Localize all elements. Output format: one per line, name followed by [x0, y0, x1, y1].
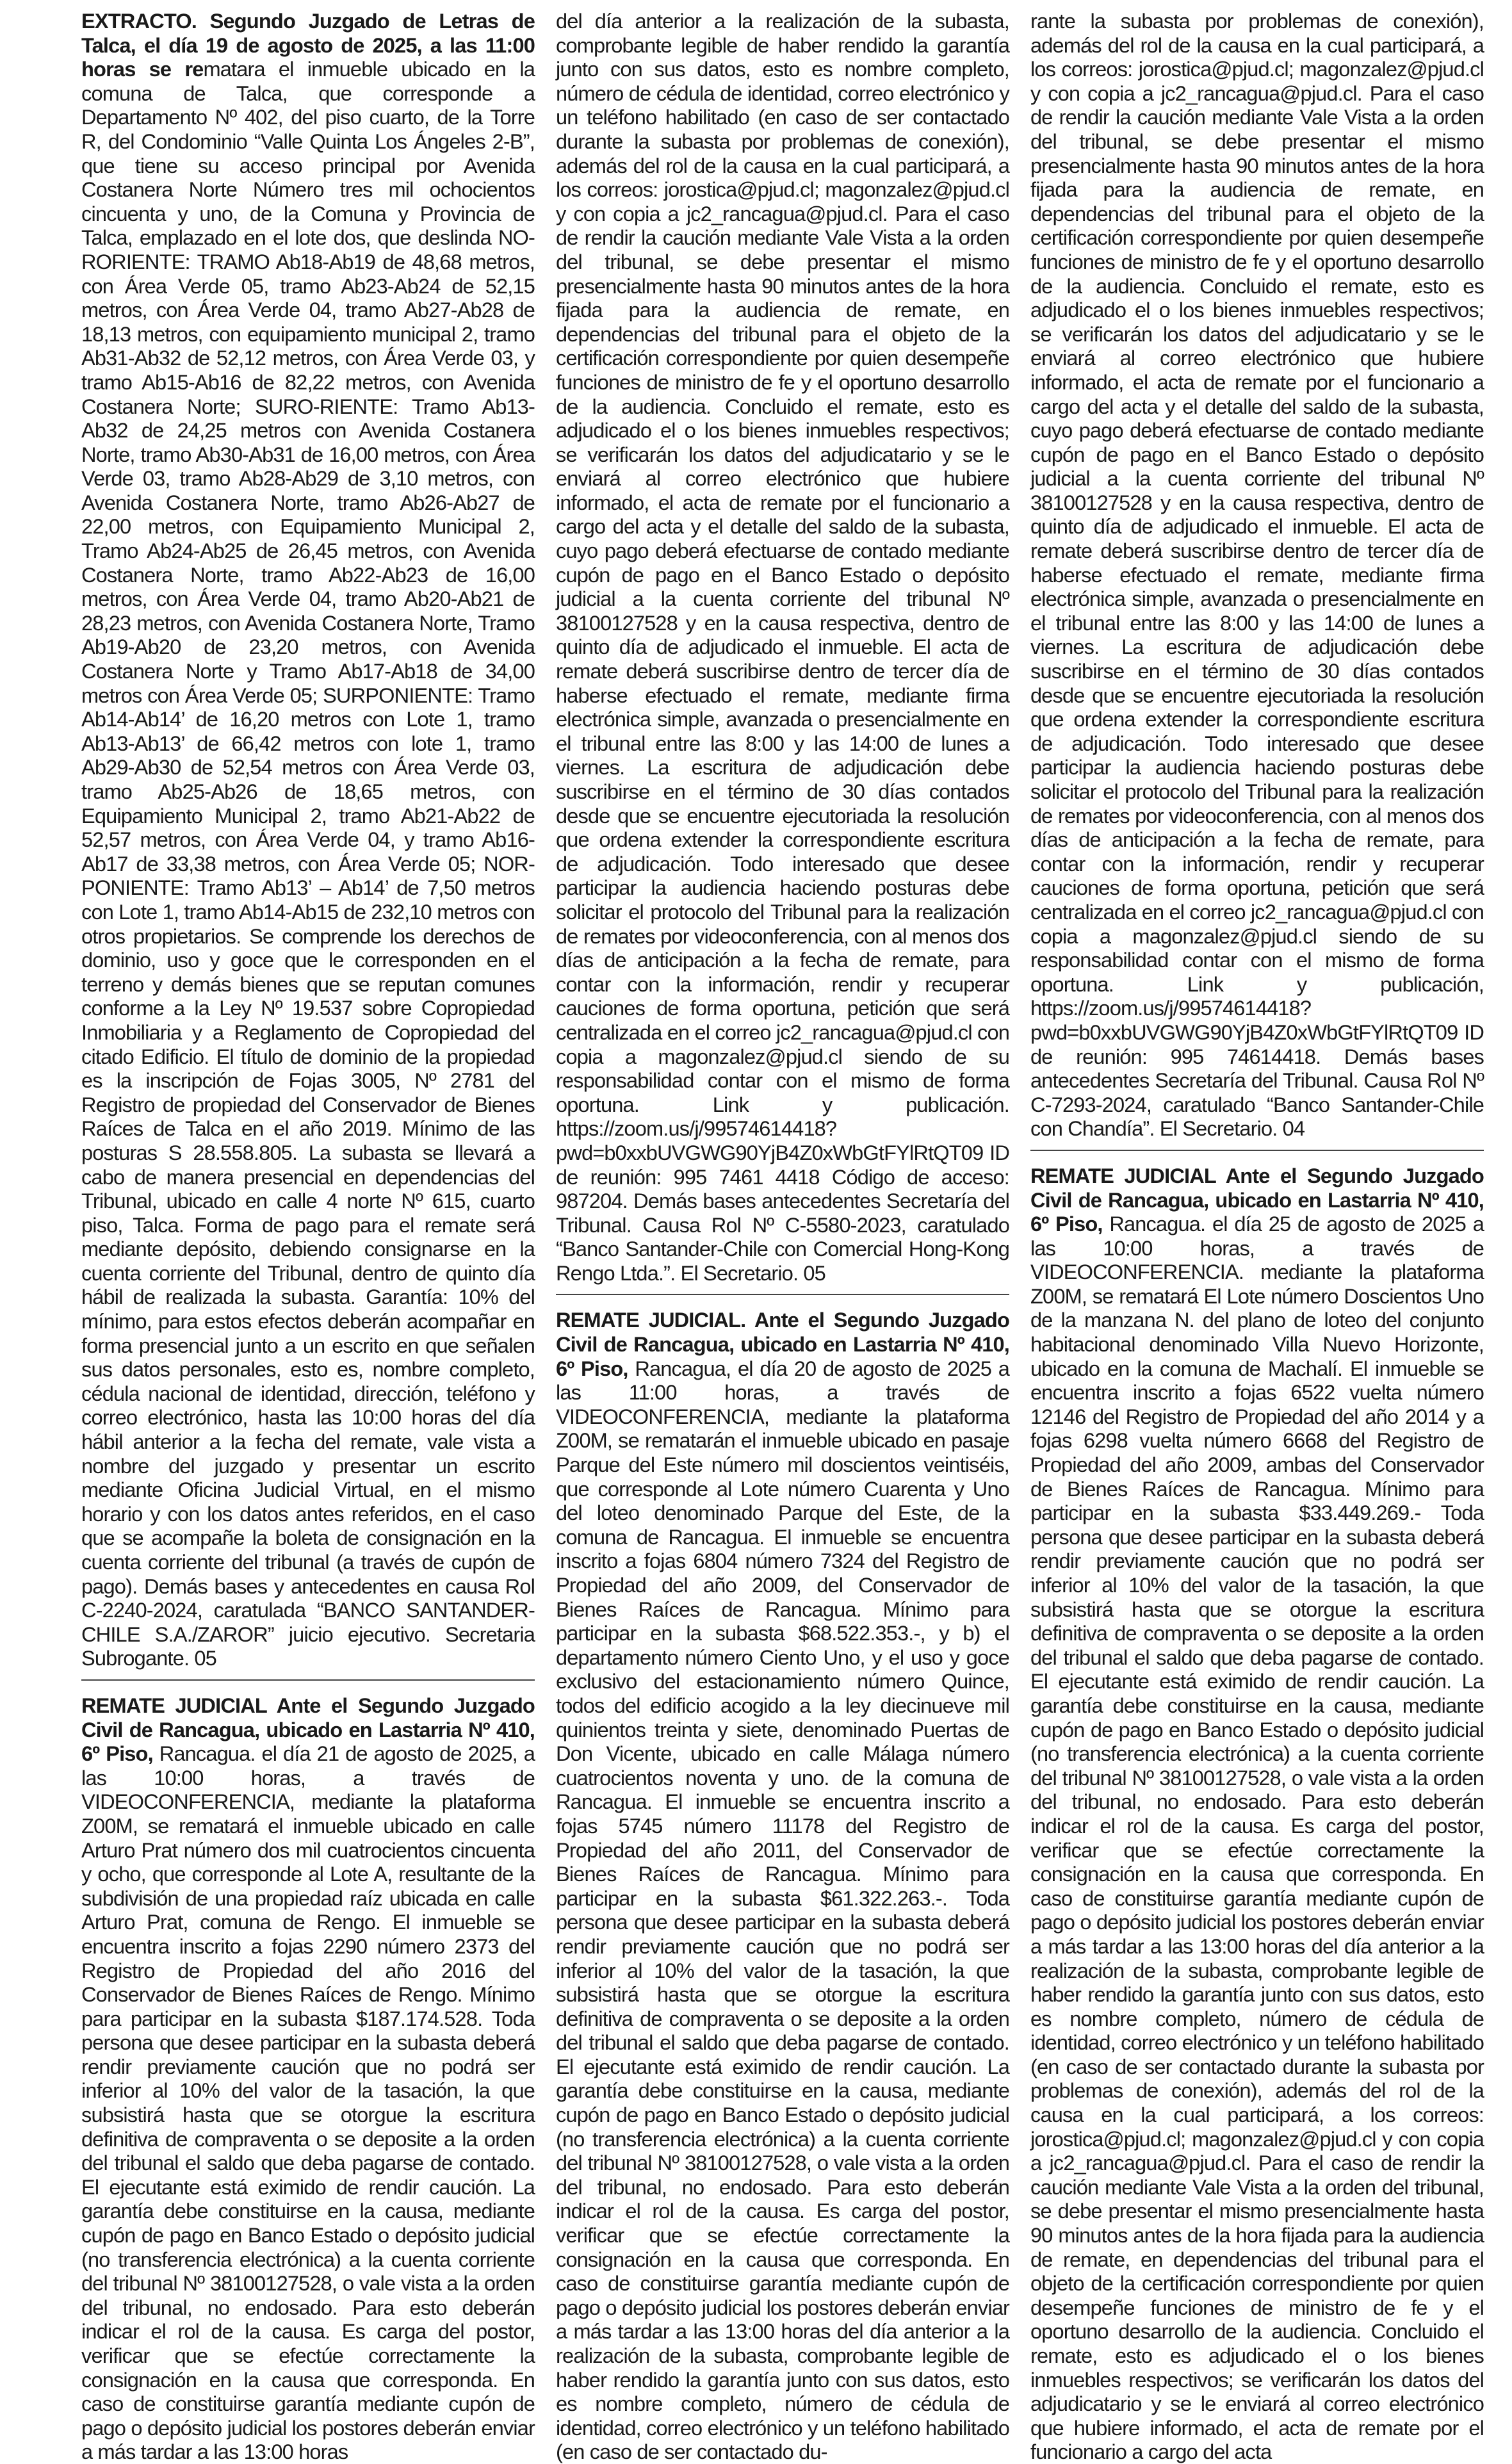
notice-heading: REMATE JUDICIAL Ante el Segundo Juzgado Civil de Rancagua, ubicado en Lastarria Nº 410, 6º Piso,	[1030, 1163, 1484, 1236]
notice-heading: REMATE JUDICIAL Ante el Segundo Juzgado Civil de Rancagua, ubicado en Lastarria Nº 410, 6º Piso,	[81, 1693, 535, 1766]
notice-body: Rancagua. el día 21 de agosto de 2025, a las 10:00 horas, a través de VIDEOCONFERENCIA, mediante la plataforma Z00M, se rematará el inmueble ubicado en calle Arturo Prat número dos mil cuatrocientos cincuenta y ocho, que corresponde al Lote A, resultante de la subdivisión de una propiedad raíz ubicada en calle Arturo Prat, comuna de Rengo. El inmueble se encuentra inscrito a fojas 2290 número 2373 del Registro de Propiedad del año 2016 del Conservador de Bienes Raíces de Rengo. Mínimo para participar en la subasta $187.174.528. Toda persona que desee participar en la subasta deberá rendir previamente caución que no podrá ser inferior al 10% del valor de la tasación, la que subsistirá hasta que se otorgue la escritura definitiva de compraventa o se deposite a la orden del tribunal el saldo que deba pagarse de contado. El ejecutante está eximido de rendir caución. La garantía debe constituirse en la causa, mediante cupón de pago en Banco Estado o depósito judicial (no transferencia electrónica) a la cuenta corriente del tribunal Nº 38100127528, o vale vista a la orden del tribunal, no endosado. Para esto deberán indicar el rol de la causa. Es carga del postor, verificar que se efectúe correctamente la consignación en la causa que corresponda. En caso de constituirse garantía mediante cupón de pago o depósito judicial los postores deberán enviar a más tardar a las 13:00 horas	[81, 1742, 535, 2464]
column-1	[81, 9, 535, 2464]
notice-body: Rancagua. el día 25 de agosto de 2025 a las 10:00 horas, a través de VIDEOCONFERENCIA. mediante la plataforma Z00M, se rematará El Lote número Doscientos Uno de la manzana N. del plano de loteo del conjunto habitacional denominado Villa Nuevo Horizonte, ubicado en la comuna de Machalí. El inmueble se encuentra inscrito a fojas 6522 vuelta número 12146 del Registro de Propiedad del año 2014 y a fojas 6298 vuelta número 6668 del Registro de Propiedad del año 2009, ambas del Conservador de Bienes Raíces de Rancagua. Mínimo para participar en la subasta $33.449.269.- Toda persona que desee participar en la subasta deberá rendir previamente caución que no podrá ser inferior al 10% del valor de la tasación, la que subsistirá hasta que se otorgue la escritura definitiva de compraventa o se deposite a la orden del tribunal el saldo que deba pagarse de contado. El ejecutante está eximido de rendir caución. La garantía debe constituirse en la causa, mediante cupón de pago en Banco Estado o depósito judicial (no transferencia electrónica) a la cuenta corriente del tribunal Nº 38100127528, o vale vista a la orden del tribunal, no endosado. Para esto deberán indicar el rol de la causa. Es carga del postor, verificar que se efectúe correctamente la consignación en la causa que corresponda. En caso de constituirse garantía mediante cupón de pago o depósito judicial los postores deberán enviar a más tardar a las 13:00 horas del día anterior a la realización de la subasta, comprobante legible de haber rendido la garantía junto con sus datos, esto es nombre completo, número de cédula de identidad, correo electrónico y un teléfono habilitado (en caso de ser contactado durante la subasta por problemas de conexión), además del rol de la causa en la cual participará, a los correos: jorostica@pjud.cl; magonzalez@pjud.cl y con copia a jc2_rancagua@pjud.cl. Para el caso de rendir la caución mediante Vale Vista a la orden del tribunal, se debe presentar el mismo presencialmente hasta 90 minutos antes de la hora fijada para la audiencia de remate, en dependencias del tribunal para el objeto de la certificación correspondiente por quien desempeñe funciones de ministro de fe y el oportuno desarrollo de la audiencia. Concluido el remate, esto es adjudicado el o los bienes inmuebles respectivos; se verificarán los datos del adjudicatario y se le enviará al correo electrónico que hubiere informado, el acta de remate por el funcionario a cargo del acta	[1030, 1212, 1484, 2464]
notice-talca-extracto	[81, 9, 535, 1670]
notice-body: del día anterior a la realización de la subasta, comprobante legible de haber rendido la garantía junto con sus datos, esto es nombre completo, número de cédula de identidad, correo electrónico y un teléfono habilitado (en caso de ser contactado durante la subasta por problemas de conexión), además del rol de la causa en la cual participará, a los correos: jorostica@pjud.cl; magonzalez@pjud.cl y con copia a jc2_rancagua@pjud.cl. Para el caso de rendir la caución mediante Vale Vista a la orden del tribunal, se debe presentar el mismo presencialmente hasta 90 minutos antes de la hora fijada para la audiencia de remate, en dependencias del tribunal para el objeto de la certificación correspondiente por quien desempeñe funciones de ministro de fe y el oportuno desarrollo de la audiencia. Concluido el remate, esto es adjudicado el o los bienes inmuebles respectivos; se verificarán los datos del adjudicatario y se le enviará al correo electrónico que hubiere informado, el acta de remate por el funcionario a cargo del acta y el detalle del saldo de la subasta, cuyo pago deberá efectuarse de contado mediante cupón de pago en el Banco Estado o depósito judicial a la cuenta corriente del tribunal Nº 38100127528 y en la causa respectiva, dentro de quinto día de adjudicado el inmueble. El acta de remate deberá suscribirse dentro de tercer día de haberse efectuado el remate, mediante firma electrónica simple, avanzada o presencialmente en el tribunal entre las 8:00 y las 14:00 de lunes a viernes. La escritura de adjudicación debe suscribirse en el término de 30 días contados desde que se encuentre ejecutoriada la resolución que ordena extender la correspondiente escritura de adjudicación. Todo interesado que desee participar la audiencia haciendo posturas debe solicitar el protocolo del Tribunal para la realización de remates por videoconferencia, con al menos dos días de anticipación a la fecha de remate, para contar con la información, rendir y recuperar cauciones de forma oportuna, petición que será centralizada en el correo jc2_rancagua@pjud.cl con copia a magonzalez@pjud.cl siendo de su responsabilidad contar con el mismo de forma oportuna. Link y publicación. https://zoom.us/j/99574614418?pwd=b0xxbUVGWG90YjB4Z0xWbGtFYlRtQT09 ID de reunión: 995 7461 4418 Código de acceso: 987204. Demás bases antecedentes Secretaría del Tribunal. Causa Rol Nº C-5580-2023, caratulado “Banco Santander-Chile con Comercial Hong-Kong Rengo Ltda.”. El Secretario. 05	[556, 9, 1009, 1285]
notice-remate-parque-continued	[1030, 9, 1484, 1141]
notice-body: matara el inmueble ubicado en la comuna de Talca, que corresponde a Departamento Nº 402, del piso cuarto, de la Torre R, del Condominio “Valle Quinta Los Ángeles 2-B”, que tiene su acceso principal por Avenida Costanera Norte Número tres mil ochocientos cincuenta y uno, de la Comuna y Provincia de Talca, emplazado en el lote dos, que deslinda NO-RORIENTE: TRAMO Ab18-Ab19 de 48,68 metros, con Área Verde 05, tramo Ab23-Ab24 de 52,15 metros, con Área Verde 04, tramo Ab27-Ab28 de 18,13 metros, con equipamiento municipal 2, tramo Ab31-Ab32 de 52,12 metros, con Área Verde 03, y tramo Ab15-Ab16 de 82,22 metros, con Avenida Costanera Norte; SURO-RIENTE: Tramo Ab13-Ab32 de 24,25 metros con Avenida Costanera Norte, tramo Ab30-Ab31 de 16,00 metros, con Área Verde 03, tramo Ab28-Ab29 de 3,10 metros, con Avenida Costanera Norte, tramo Ab26-Ab27 de 22,00 metros, con Equipamiento Municipal 2, Tramo Ab24-Ab25 de 26,45 metros, con Avenida Costanera Norte, tramo Ab22-Ab23 de 16,00 metros, con Área Verde 04, tramo Ab20-Ab21 de 28,23 metros, con Avenida Costanera Norte, Tramo Ab19-Ab20 de 23,20 metros, con Avenida Costanera Norte y Tramo Ab17-Ab18 de 34,00 metros con Área Verde 05; SURPONIENTE: Tramo Ab14-Ab14’ de 16,20 metros con Lote 1, tramo Ab13-Ab13’ de 66,42 metros con lote 1, tramo Ab29-Ab30 de 52,54 metros con Área Verde 03, tramo Ab25-Ab26 de 18,65 metros, con Equipamiento Municipal 2, tramo Ab21-Ab22 de 52,57 metros, con Área Verde 04, y tramo Ab16- Ab17 de 33,38 metros, con Área Verde 05; NOR-PONIENTE: Tramo Ab13’ – Ab14’ de 7,50 metros con Lote 1, tramo Ab14-Ab15 de 232,10 metros con otros propietarios. Se comprende los derechos de dominio, uso y goce que le corresponden en el terreno y demás bienes que se reputan comunes conforme a la Ley Nº 19.537 sobre Copropiedad Inmobiliaria y a Reglamento de Copropiedad del citado Edificio. El título de dominio de la propiedad es la inscripción de Fojas 3005, Nº 2781 del Registro de propiedad del Conservador de Bienes Raíces de Talca en el año 2019. Mínimo de las posturas S 28.558.805. La subasta se llevará a cabo de manera presencial en dependencias del Tribunal, ubicado en calle 4 norte Nº 615, cuarto piso, Talca. Forma de pago para el remate será mediante depósito, debiendo consignarse en la cuenta corriente del Tribunal, dentro de quinto día hábil de realizada la subasta. Garantía: 10% del mínimo, para estos efectos deberán acompañar en forma presencial junto a un escrito en que señalen sus datos personales, esto es, nombre completo, cédula nacional de identidad, dirección, teléfono y correo electrónico, hasta las 10:00 horas del día hábil anterior a la fecha del remate, vale vista a nombre del juzgado y presentar un escrito mediante Oficina Judicial Virtual, en el mismo horario y con los datos antes referidos, en el caso que se acompañe la boleta de consignación en la cuenta corriente del tribunal (a través de cupón de pago). Demás bases y antecedentes en causa Rol C-2240-2024, caratulada “BANCO SANTANDER-CHILE S.A./ZAROR” juicio ejecutivo. Secretaria Subrogante. 05	[81, 57, 535, 1670]
notice-divider	[1030, 1150, 1484, 1151]
notice-divider	[81, 1679, 535, 1681]
notice-remate-rengo	[81, 1693, 535, 2464]
notice-remate-rengo-continued	[556, 9, 1009, 1285]
notice-body: rante la subasta por problemas de conexión), además del rol de la causa en la cual participará, a los correos: jorostica@pjud.cl; magonzalez@pjud.cl y con copia a jc2_rancagua@pjud.cl. Para el caso de rendir la caución mediante Vale Vista a la orden del tribunal, se debe presentar el mismo presencialmente hasta 90 minutos antes de la hora fijada para la audiencia de remate, en dependencias del tribunal para el objeto de la certificación correspondiente por quien desempeñe funciones de ministro de fe y el oportuno desarrollo de la audiencia. Concluido el remate, esto es adjudicado el o los bienes inmuebles respectivos; se verificarán los datos del adjudicatario y se le enviará al correo electrónico que hubiere informado, el acta de remate por el funcionario a cargo del acta y el detalle del saldo de la subasta, cuyo pago deberá efectuarse de contado mediante cupón de pago en el Banco Estado o depósito judicial a la cuenta corriente del tribunal Nº 38100127528 y en la causa respectiva, dentro de quinto día de adjudicado el inmueble. El acta de remate deberá suscribirse dentro de tercer día de haberse efectuado el remate, mediante firma electrónica simple, avanzada o presencialmente en el tribunal entre las 8:00 y las 14:00 de lunes a viernes. La escritura de adjudicación debe suscribirse en el término de 30 días contados desde que se encuentre ejecutoriada la resolución que ordena extender la correspondiente escritura de adjudicación. Todo interesado que desee participar la audiencia haciendo posturas debe solicitar el protocolo del Tribunal para la realización de remates por videoconferencia, con al menos dos días de anticipación a la fecha de remate, para contar con la información, rendir y recuperar cauciones de forma oportuna, petición que será centralizada en el correo jc2_rancagua@pjud.cl con copia a magonzalez@pjud.cl siendo de su responsabilidad contar con el mismo de forma oportuna. Link y publicación, https://zoom.us/j/99574614418?pwd=b0xxbUVGWG90YjB4Z0xWbGtFYlRtQT09 ID de reunión: 995 74614418. Demás bases antecedentes Secretaría del Tribunal. Causa Rol Nº C-7293-2024, caratulado “Banco Santander-Chile con Chandía”. El Secretario. 04	[1030, 9, 1484, 1141]
column-3	[1030, 9, 1484, 2464]
notice-heading: REMATE JUDICIAL. Ante el Segundo Juzgado Civil de Rancagua, ubicado en Lastarria Nº 410, 6º Piso,	[556, 1308, 1009, 1380]
notice-body: Rancagua, el día 20 de agosto de 2025 a las 11:00 horas, a través de VIDEOCONFERENCIA, mediante la plataforma Z00M, se rematarán el inmueble ubicado en pasaje Parque del Este número mil doscientos veintiséis, que corresponde al Lote número Cuarenta y Uno del loteo denominado Parque del Este, de la comuna de Rancagua. El inmueble se encuentra inscrito a fojas 6804 número 7324 del Registro de Propiedad del año 2009, del Conservador de Bienes Raíces de Rancagua. Mínimo para participar en la subasta $68.522.353.-, y b) el departamento número Ciento Uno, y el uso y goce exclusivo del estacionamiento número Quince, todos del edificio acogido a la ley diecinueve mil quinientos treinta y siete, denominado Puertas de Don Vicente, ubicado en calle Málaga número cuatrocientos noventa y uno. de la comuna de Rancagua. El inmueble se encuentra inscrito a fojas 5745 número 11178 del Registro de Propiedad del año 2011, del Conservador de Bienes Raíces de Rancagua. Mínimo para participar en la subasta $61.322.263.-. Toda persona que desee participar en la subasta deberá rendir previamente caución que no podrá ser inferior al 10% del valor de la tasación, la que subsistirá hasta que se otorgue la escritura definitiva de compraventa o se deposite a la orden del tribunal el saldo que deba pagarse de contado. El ejecutante está eximido de rendir caución. La garantía debe constituirse en la causa, mediante cupón de pago en Banco Estado o depósito judicial (no transferencia electrónica) a la cuenta corriente del tribunal Nº 38100127528, o vale vista a la orden del tribunal, no endosado. Para esto deberán indicar el rol de la causa. Es carga del postor, verificar que se efectúe correctamente la consignación en la causa que corresponda. En caso de constituirse garantía mediante cupón de pago o depósito judicial los postores deberán enviar a más tardar a las 13:00 horas del día anterior a la realización de la subasta, comprobante legible de haber rendido la garantía junto con sus datos, esto es nombre completo, número de cédula de identidad, correo electrónico y un teléfono habilitado (en caso de ser contactado du-	[556, 1356, 1009, 2464]
notice-heading: EXTRACTO. Segundo Juzgado de Letras de Talca, el día 19 de agosto de 2025, a las 11:00 horas se re	[81, 9, 535, 81]
notice-remate-machali	[1030, 1164, 1484, 2464]
notice-divider	[556, 1294, 1009, 1295]
notice-remate-parque-del-este	[556, 1308, 1009, 2464]
column-2	[556, 9, 1009, 2464]
